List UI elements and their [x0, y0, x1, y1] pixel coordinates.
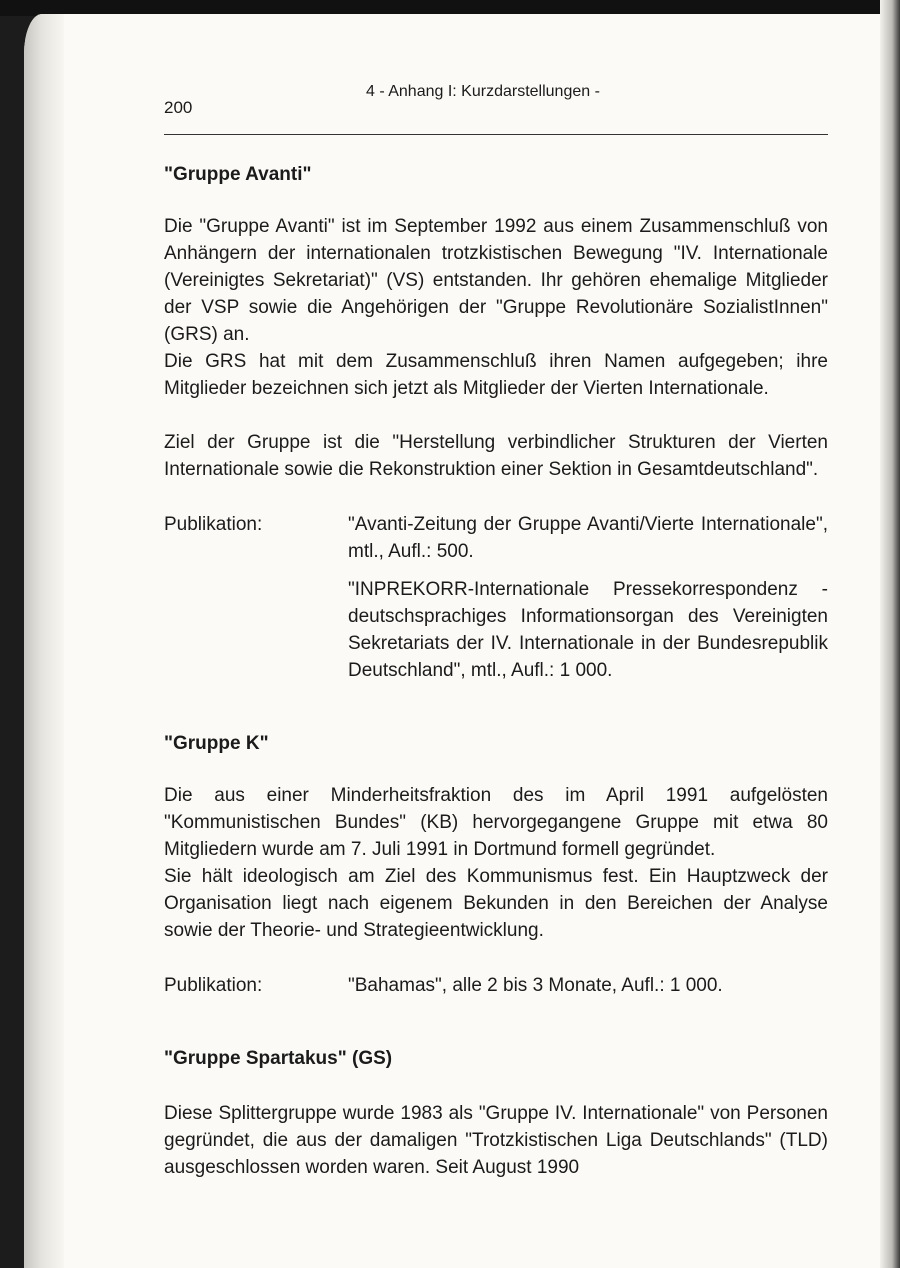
publication-item: "INPREKORR-Internationale Pressekorrespondenz - deutschsprachiges Informationsorgan des Vereinigten Sekretariats der IV. Internationale in der Bundesrepublik Deutschland", mtl., Aufl.: 1 000.	[348, 579, 828, 681]
page-content	[164, 78, 828, 1181]
publication-list	[348, 511, 828, 684]
avanti-paragraph-3: Ziel der Gruppe ist die "Herstellung verbindlicher Strukturen der Vierten Internationale sowie die Rekonstruktion einer Sektion in Gesamtdeutschland".	[164, 432, 828, 480]
gruppe-k-publications	[164, 972, 828, 999]
page-number: 200	[164, 98, 193, 117]
avanti-paragraph-2: Die GRS hat mit dem Zusammenschluß ihren Namen aufgegeben; ihre Mitglieder bezeichnen sich jetzt als Mitglieder der Vierten Internationale.	[164, 351, 828, 399]
running-title: 4 - Anhang I: Kurzdarstellungen -	[366, 83, 600, 100]
publication-label: Publikation:	[164, 514, 263, 535]
page-edge-shadow	[880, 0, 900, 1268]
publication-list	[348, 972, 828, 999]
avanti-publications	[164, 511, 828, 684]
avanti-paragraph-1: Die "Gruppe Avanti" ist im September 1992 aus einem Zusammenschluß von Anhängern der internationalen trotzkistischen Bewegung "IV. Internationale (Vereinigtes Sekretariat)" (VS) entstanden. Ihr gehören ehemalige Mitglieder der VSP sowie die Angehörigen der "Gruppe Revolutionäre SozialistInnen" (GRS) an.	[164, 216, 828, 345]
section-heading-spartakus: "Gruppe Spartakus" (GS)	[164, 1048, 393, 1069]
section-heading-gruppe-k: "Gruppe K"	[164, 733, 269, 754]
spartakus-paragraph-1: Diese Splittergruppe wurde 1983 als "Gruppe IV. Internationale" von Personen gegründet, die aus der damaligen "Trotzkistischen Liga Deutschlands" (TLD) ausgeschlossen worden waren. Seit August 1990	[164, 1103, 828, 1178]
gruppe-k-paragraph-1: Die aus einer Minderheitsfraktion des im April 1991 aufgelösten "Kommunistischen Bundes" (KB) hervorgegangene Gruppe mit etwa 80 Mitgliedern wurde am 7. Juli 1991 in Dortmund formell gegründet.	[164, 785, 828, 860]
publication-item: "Bahamas", alle 2 bis 3 Monate, Aufl.: 1 000.	[348, 975, 723, 996]
header-rule	[164, 134, 828, 135]
publication-label: Publikation:	[164, 975, 263, 996]
running-header	[164, 78, 828, 118]
gruppe-k-paragraph-2: Sie hält ideologisch am Ziel des Kommunismus fest. Ein Hauptzweck der Organisation liegt nach eigenem Bekunden in den Bereichen der Analyse sowie der Theorie- und Strategieentwicklung.	[164, 866, 828, 941]
book-spine-shadow	[24, 14, 64, 1268]
section-heading-avanti: "Gruppe Avanti"	[164, 164, 312, 185]
publication-item: "Avanti-Zeitung der Gruppe Avanti/Vierte Internationale", mtl., Aufl.: 500.	[348, 514, 828, 562]
